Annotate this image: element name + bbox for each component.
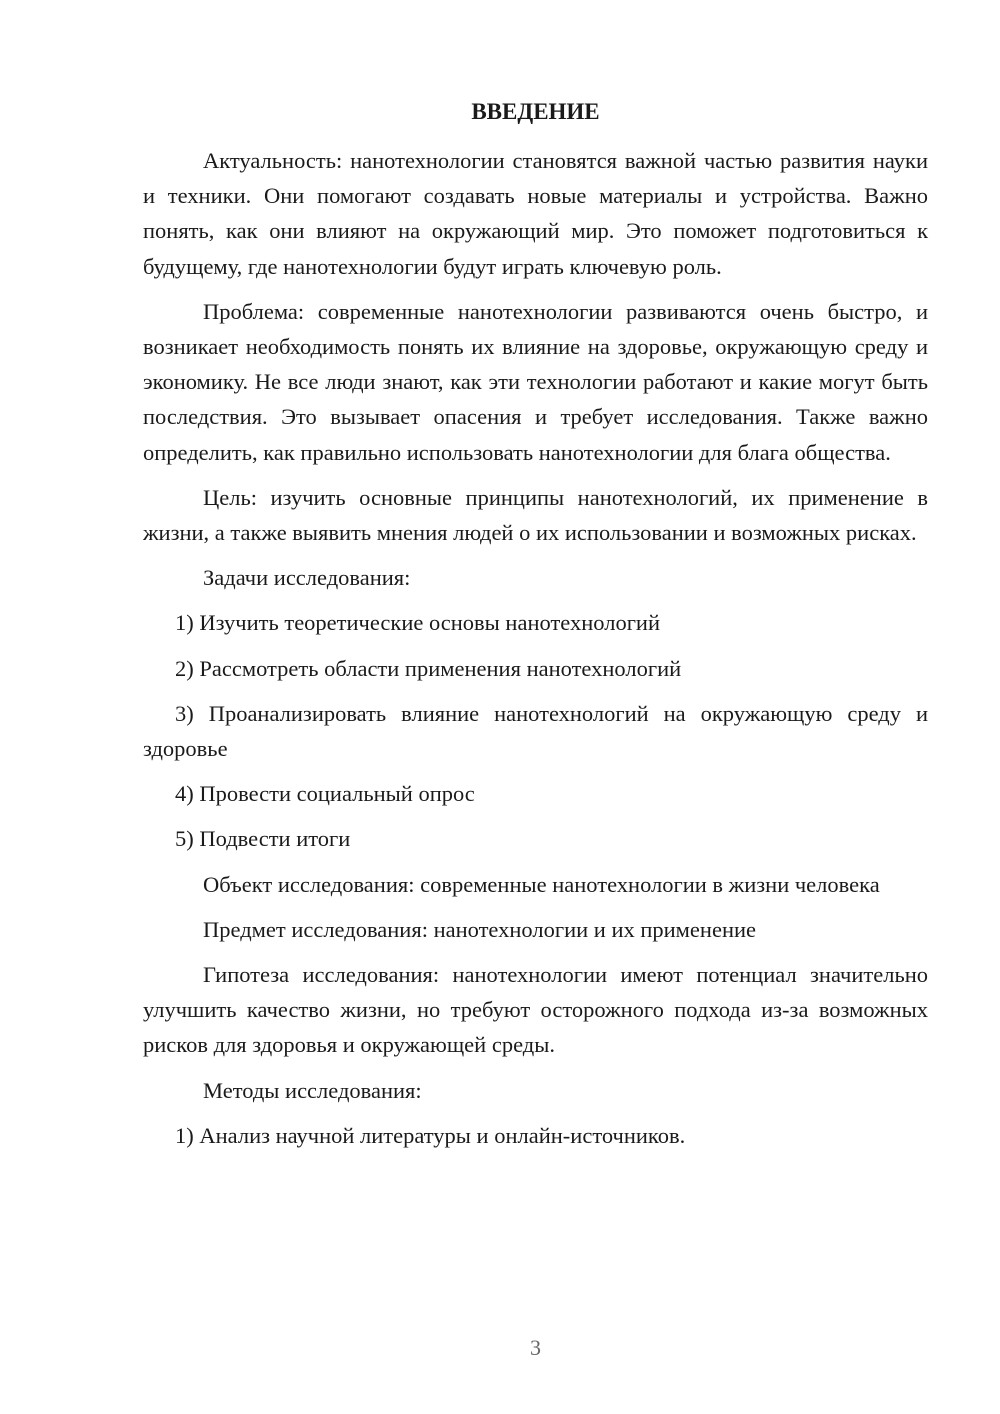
document-page — [143, 0, 928, 1414]
document-body — [143, 143, 928, 1163]
task-item: 1) Изучить теоретические основы нанотехнологий — [175, 610, 661, 636]
relevance-paragraph: Актуальность: нанотехнологии становятся важной частью развития науки и техники. Они помогают создавать новые материалы и устройства. Важно понять, как они влияют на окружающий мир. Это поможет подготовиться к будущему, где нанотехнологии будут играть ключевую роль. — [143, 148, 928, 279]
methods-heading: Методы исследования: — [203, 1077, 422, 1103]
page-number: 3 — [530, 1335, 541, 1360]
task-item: 4) Провести социальный опрос — [175, 781, 475, 807]
section-title: ВВЕДЕНИЕ — [471, 99, 600, 124]
problem-paragraph: Проблема: современные нанотехнологии развиваются очень быстро, и возникает необходимость понять их влияние на здоровье, окружающую среду и экономику. Не все люди знают, как эти технологии работают и какие могут быть последствия. Это вызывает опасения и требует исследования. Также важно определить, как правильно использовать нанотехнологии для блага общества. — [143, 298, 928, 465]
task-item: 3) Проанализировать влияние нанотехнологий на окружающую среду и здоровье — [143, 700, 928, 762]
method-item: 1) Анализ научной литературы и онлайн-источников. — [175, 1122, 686, 1148]
task-item: 2) Рассмотреть области применения нанотехнологий — [175, 655, 682, 681]
tasks-heading: Задачи исследования: — [203, 565, 411, 591]
task-item: 5) Подвести итоги — [175, 826, 351, 852]
object-paragraph: Объект исследования: современные нанотехнологии в жизни человека — [203, 871, 880, 897]
subject-paragraph: Предмет исследования: нанотехнологии и их применение — [203, 916, 757, 942]
goal-paragraph: Цель: изучить основные принципы нанотехнологий, их применение в жизни, а также выявить мнения людей о их использовании и возможных рисках. — [143, 484, 928, 546]
hypothesis-paragraph: Гипотеза исследования: нанотехнологии имеют потенциал значительно улучшить качество жизни, но требуют осторожного подхода из-за возможных рисков для здоровья и окружающей среды. — [143, 962, 928, 1058]
